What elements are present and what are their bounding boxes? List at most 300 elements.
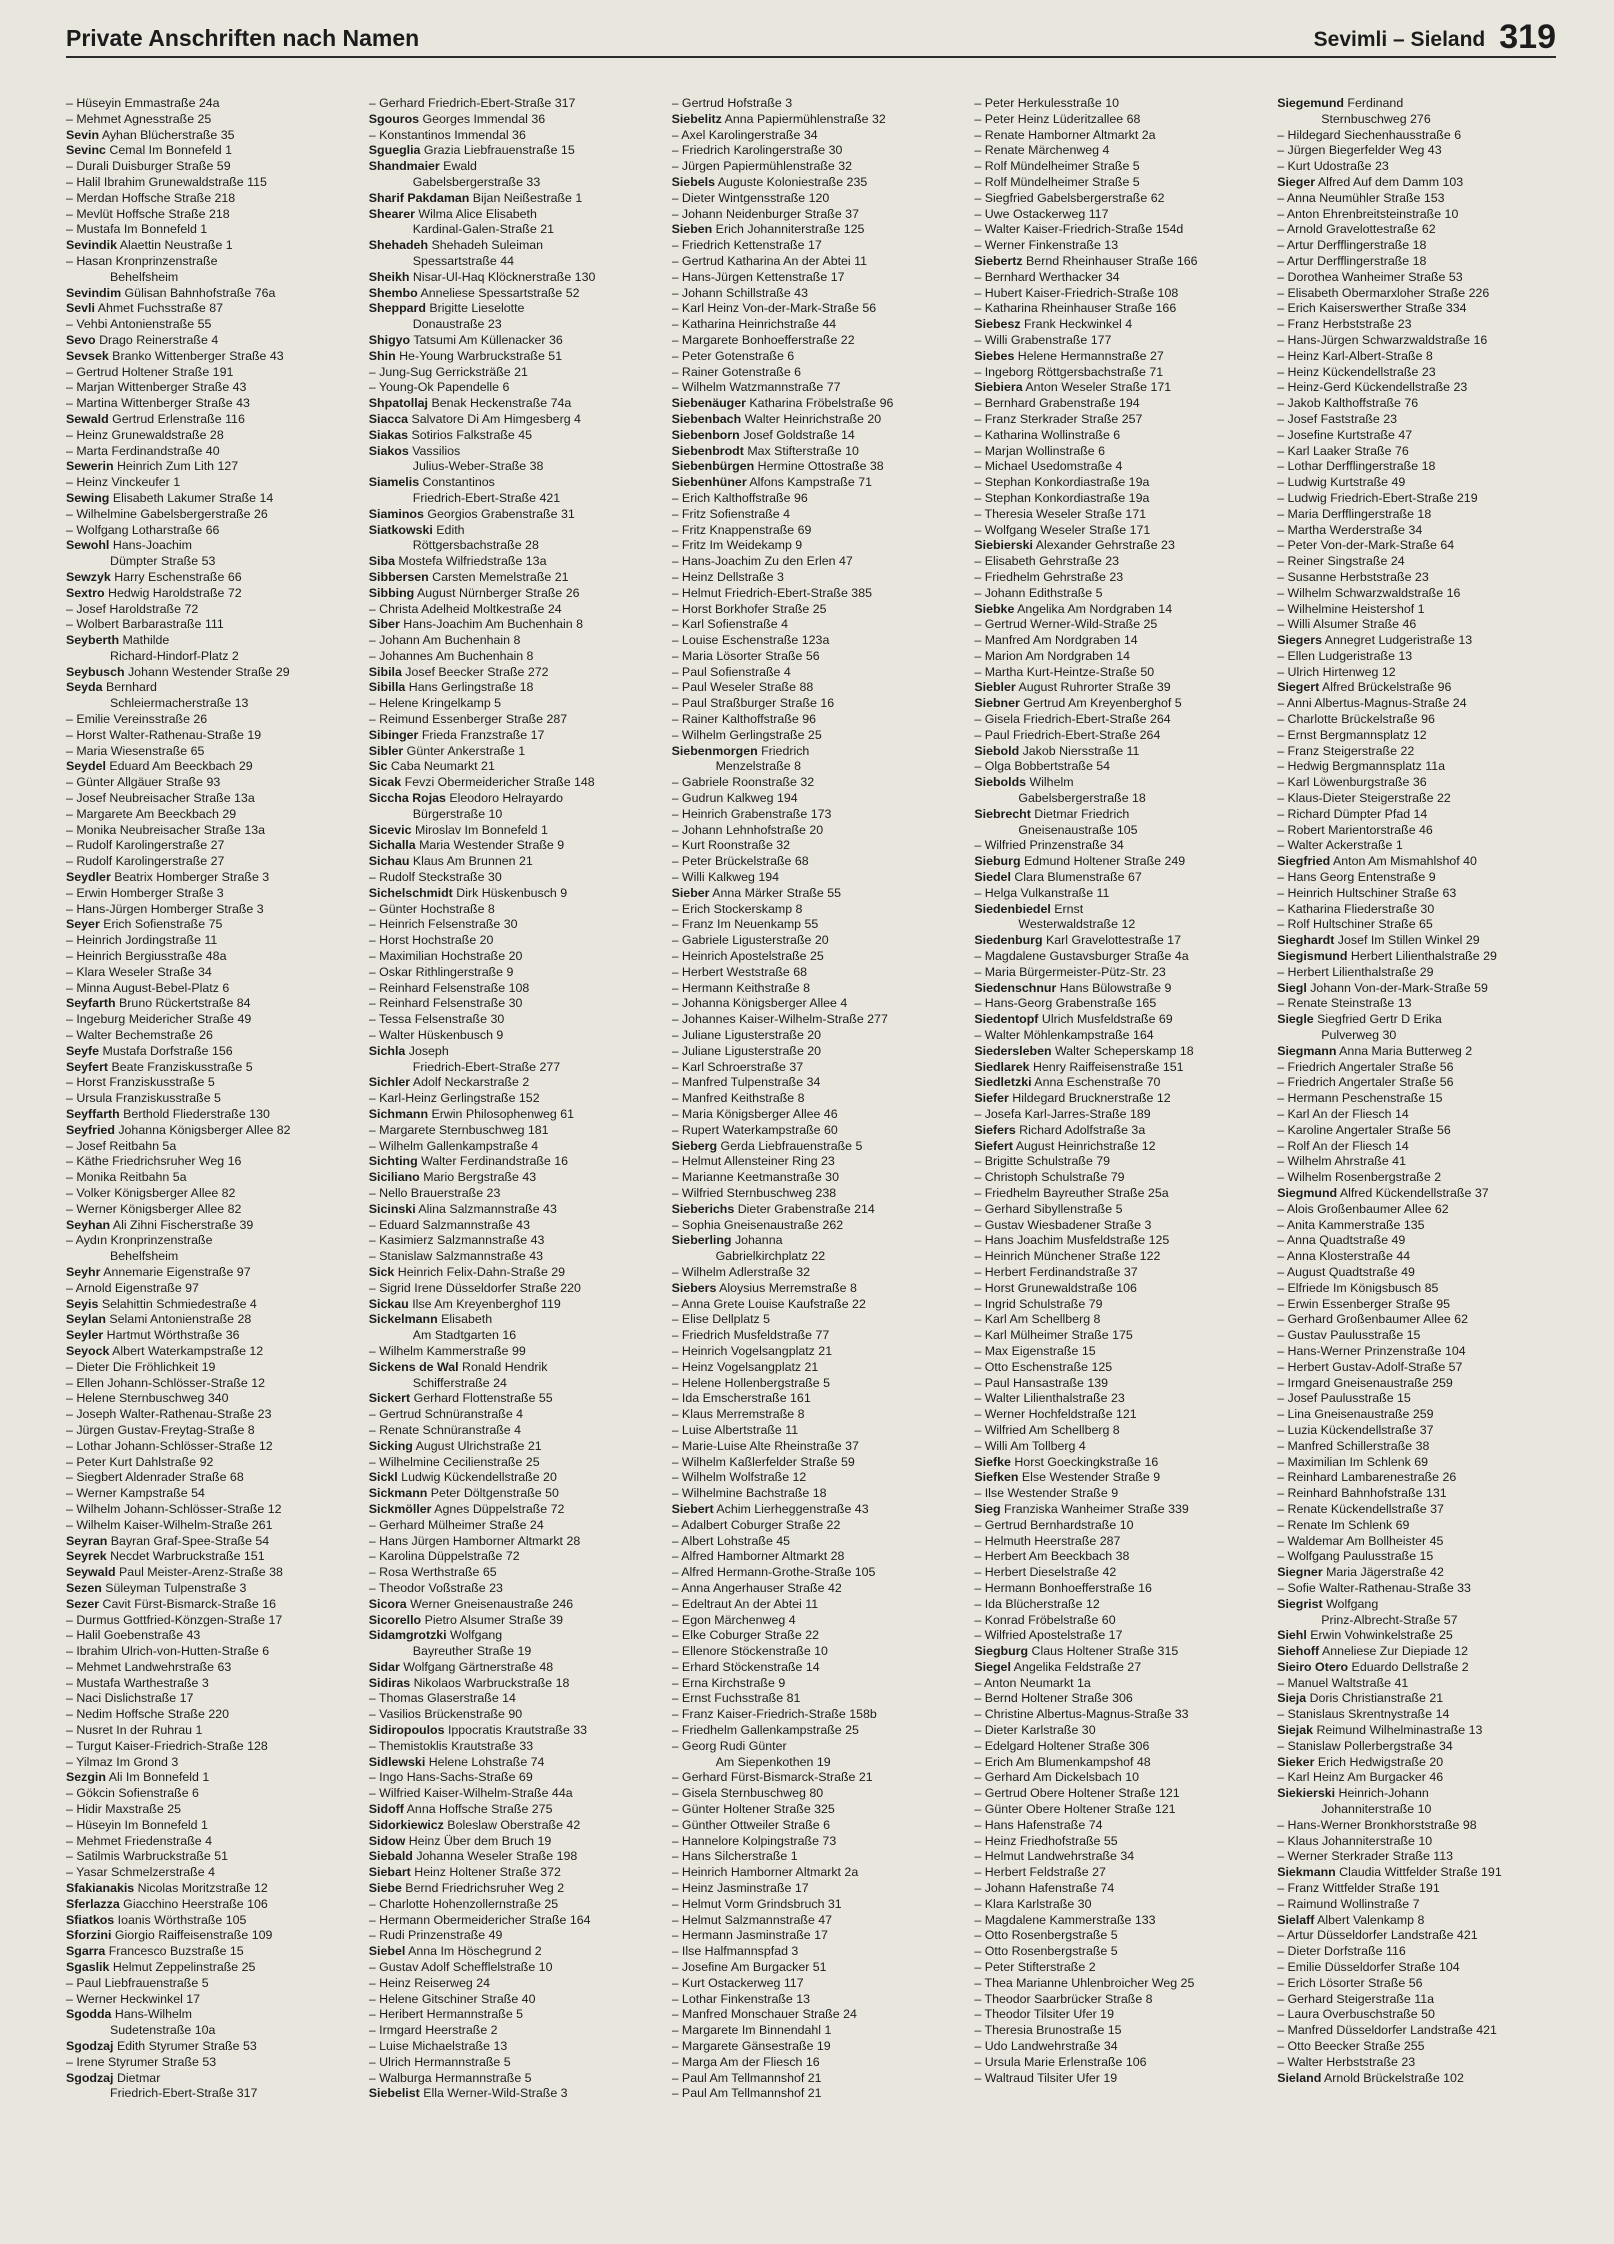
directory-entry: – Klara Karlstraße 30 [974, 1896, 1092, 1911]
directory-entry: – Udo Landwehrstraße 34 [974, 2039, 1118, 2054]
directory-entry: – Wolfgang Paulusstraße 15 [1277, 1549, 1434, 1564]
directory-entry: Siebiera Anton Weseler Straße 171 [974, 380, 1172, 395]
surname: Siefke [974, 1454, 1011, 1469]
surname: Siebrecht [974, 806, 1031, 821]
directory-entry: Sibbersen Carsten Memelstraße 21 [368, 569, 569, 584]
directory-entry: – Jürgen Papiermühlenstraße 32 [671, 159, 853, 174]
directory-entry: – Wilfried Apostelstraße 17 [974, 1628, 1123, 1643]
directory-entry: – Theodor Voßstraße 23 [368, 1580, 503, 1595]
directory-entry: – Albert Lohstraße 45 [671, 1533, 791, 1548]
directory-entry: Siamelis Constantinos [368, 475, 495, 490]
surname: Shpatollaj [368, 396, 429, 411]
directory-entry: – Katharina Rheinhauser Straße 166 [974, 301, 1177, 316]
directory-entry: – Heinrich Vogelsangplatz 21 [671, 1343, 833, 1358]
directory-entry: – Marjan Wollinstraße 6 [974, 443, 1106, 458]
surname: Siebold [974, 743, 1020, 758]
directory-entry: Siejak Reimund Wilhelminastraße 13 [1277, 1723, 1483, 1738]
directory-entry: Seyfarth Bruno Rückertstraße 84 [66, 996, 251, 1011]
directory-entry: – Gerhard Großenbaumer Allee 62 [1277, 1312, 1468, 1327]
directory-entry: – Heinz Friedhofstraße 55 [974, 1833, 1118, 1848]
directory-entry: – Wilhelm Schwarzwaldstraße 16 [1277, 585, 1461, 600]
directory-entry: – Michael Usedomstraße 4 [974, 459, 1123, 474]
directory-entry: Sidiras Nikolaos Warbruckstraße 18 [368, 1675, 570, 1690]
directory-entry: Siebold Jakob Niersstraße 11 [974, 743, 1140, 758]
directory-entry: – Peter Stifterstraße 2 [974, 1960, 1096, 1975]
directory-entry: Sickau Ilse Am Kreyenberghof 119 [368, 1296, 561, 1311]
directory-entry: – Juliane Ligusterstraße 20 [671, 1043, 822, 1058]
directory-entry: – Mehmet Friedenstraße 4 [66, 1833, 212, 1848]
directory-entry: – Konstantinos Immendal 36 [368, 127, 526, 142]
surname: Sieland [1277, 2070, 1322, 2085]
directory-entry: – Lothar Finkenstraße 13 [671, 1991, 811, 2006]
directory-entry: Siebenborn Josef Goldstraße 14 [671, 427, 855, 442]
directory-entry: Sheppard Brigitte Lieselotte [368, 301, 525, 316]
directory-entry: – Theresia Weseler Straße 171 [974, 506, 1147, 521]
directory-entry: – Ilse Halfmannspfad 3 [671, 1944, 799, 1959]
directory-entry: Seydler Beatrix Homberger Straße 3 [66, 870, 270, 885]
surname: Seywald [66, 1565, 116, 1580]
directory-entry: – Käthe Friedrichsruher Weg 16 [66, 1154, 242, 1169]
directory-entry: Siegrist Wolfgang [1277, 1596, 1379, 1611]
directory-entry: Sevinc Cemal Im Bonnefeld 1 [66, 143, 232, 158]
directory-entry: Siegel Angelika Feldstraße 27 [974, 1659, 1142, 1674]
directory-entry: – Paul Sofienstraße 4 [671, 664, 791, 679]
directory-entry: – Hans-Joachim Zu den Erlen 47 [671, 554, 853, 569]
directory-entry: – Arnold Eigenstraße 97 [66, 1280, 199, 1295]
directory-entry: – Johann Lehnhofstraße 20 [671, 822, 824, 837]
directory-entry: – Martha Werderstraße 34 [1277, 522, 1423, 537]
directory-entry: – Emilie Vereinsstraße 26 [66, 712, 208, 727]
directory-entry: – Heinrich Jordingstraße 11 [66, 933, 218, 948]
directory-entry: – Friedrich Angertaler Straße 56 [1277, 1059, 1454, 1074]
directory-entry: – Hedwig Bergmannsplatz 11a [1277, 759, 1446, 774]
directory-entry: – Jürgen Gustav-Freytag-Straße 8 [66, 1422, 255, 1437]
directory-entry: – Mevlüt Hoffsche Straße 218 [66, 206, 230, 221]
directory-entry: – Horst Grunewaldstraße 106 [974, 1280, 1137, 1295]
directory-entry: – Wilhelm Johann-Schlösser-Straße 12 [66, 1501, 282, 1516]
directory-entry: – Brigitte Schulstraße 79 [974, 1154, 1111, 1169]
directory-entry: – Anita Kammerstraße 135 [1277, 1217, 1425, 1232]
surname: Siefers [974, 1122, 1016, 1137]
directory-entry: – Rolf Mündelheimer Straße 5 [974, 159, 1140, 174]
directory-entry: Seyffarth Berthold Fliederstraße 130 [66, 1107, 270, 1121]
directory-entry: – Johann Hafenstraße 74 [974, 1881, 1115, 1896]
surname: Sheikh [368, 269, 410, 284]
directory-entry: – Konrad Fröbelstraße 60 [974, 1612, 1116, 1627]
directory-entry: – Erich Stockerskamp 8 [671, 901, 803, 916]
directory-entry: – Juliane Ligusterstraße 20 [671, 1028, 822, 1043]
directory-entry: Sickert Gerhard Flottenstraße 55 [368, 1391, 553, 1406]
directory-entry: – Anton Ehrenbreitsteinstraße 10 [1277, 206, 1459, 221]
directory-entry: – Minna August-Bebel-Platz 6 [66, 980, 230, 995]
directory-entry: – Willi Kalkweg 194 [671, 870, 780, 885]
directory-entry: – Hannelore Kolpingstraße 73 [671, 1833, 837, 1848]
directory-entry: – Manfred Keithstraße 8 [671, 1091, 805, 1106]
directory-entry: – Peter Heinz Lüderitzallee 68 [974, 111, 1141, 126]
directory-entry: – Walburga Hermannstraße 5 [368, 2070, 532, 2085]
directory-entry: – Paul Weseler Straße 88 [671, 680, 814, 695]
directory-entry: – Wilfried Sternbuschweg 238 [671, 1185, 837, 1200]
directory-entry: – Wilhelmine Cecilienstraße 25 [368, 1454, 540, 1469]
directory-entry: Sgodda Hans-Wilhelm [66, 2007, 192, 2022]
directory-entry: – Anton Neumarkt 1a [974, 1675, 1091, 1690]
directory-entry: – Lothar Johann-Schlösser-Straße 12 [66, 1438, 273, 1453]
directory-entry: – Gökcin Sofienstraße 6 [66, 1786, 199, 1801]
surname: Sewald [66, 411, 109, 426]
directory-entry: – Heinz-Gerd Kückendellstraße 23 [1277, 380, 1468, 395]
directory-entry: Sickl Ludwig Kückendellstraße 20 [368, 1470, 557, 1485]
directory-entry: Sidow Heinz Über dem Bruch 19 [368, 1833, 552, 1848]
surname: Sickmöller [368, 1501, 432, 1516]
directory-entry: – Johanna Königsberger Allee 4 [671, 996, 848, 1011]
directory-entry: – Charlotte Brückelstraße 96 [1277, 712, 1435, 727]
directory-entry: – Renate Im Schlenk 69 [1277, 1517, 1410, 1532]
directory-entry: – Paul Hansastraße 139 [974, 1375, 1109, 1390]
directory-entry: – Reinhard Bahnhofstraße 131 [1277, 1486, 1447, 1501]
directory-entry: Siebe Bernd Friedrichsruher Weg 2 [368, 1881, 565, 1896]
directory-entry: – Manfred Schillerstraße 38 [1277, 1438, 1430, 1453]
directory-entry: Sgouros Georges Immendal 36 [368, 111, 546, 126]
directory-entry: Siacca Salvatore Di Am Himgesberg 4 [368, 411, 581, 426]
surname: Sfiatkos [66, 1912, 115, 1927]
directory-entry: – Adalbert Coburger Straße 22 [671, 1517, 841, 1532]
surname: Sickelmann [368, 1312, 438, 1327]
directory-entry: – Hans-Jürgen Schwarzwaldstraße 16 [1277, 332, 1488, 347]
surname: Sibbing [368, 585, 415, 600]
directory-entry: Sieg Franziska Wanheimer Straße 339 [974, 1501, 1189, 1516]
directory-entry-continuation: Schleiermacherstraße 13 [110, 696, 249, 711]
directory-entry: Sezgin Ali Im Bonnefeld 1 [66, 1770, 210, 1785]
directory-entry: Siebenhüner Alfons Kampstraße 71 [671, 475, 872, 490]
directory-entry: – Margarete Im Binnendahl 1 [671, 2023, 832, 2038]
directory-entry: – Helene Kringelkamp 5 [368, 696, 502, 711]
directory-entry: – Robert Marientorstraße 46 [1277, 822, 1433, 837]
directory-entry: – Maximilian Im Schlenk 69 [1277, 1454, 1428, 1469]
directory-entry: – Emilie Düsseldorfer Straße 104 [1277, 1960, 1460, 1975]
surname: Siedenschnur [974, 980, 1057, 995]
directory-entry: – Walter Kaiser-Friedrich-Straße 154d [974, 222, 1184, 237]
directory-entry: – Erwin Essenberger Straße 95 [1277, 1296, 1451, 1311]
directory-entry: Siegmann Anna Maria Butterweg 2 [1277, 1043, 1473, 1058]
directory-entry: – Margarete Am Beeckbach 29 [66, 806, 237, 821]
directory-entry: – Renate Steinstraße 13 [1277, 996, 1412, 1011]
directory-entry: Sichelschmidt Dirk Hüskenbusch 9 [368, 885, 568, 900]
directory-entry: – Volker Königsberger Allee 82 [66, 1185, 236, 1200]
directory-entry: Sidamgrotzki Wolfgang [368, 1628, 503, 1643]
surname: Sgodzaj [66, 2070, 114, 2085]
directory-entry: Sgaslik Helmut Zeppelinstraße 25 [66, 1960, 256, 1975]
surname: Seyffarth [66, 1107, 120, 1121]
directory-entry: – Anna Quadtstraße 49 [1277, 1233, 1406, 1248]
directory-entry: – Otto Rosenbergstraße 5 [974, 1944, 1118, 1959]
directory-entry: – Monika Reitbahn 5a [66, 1170, 187, 1185]
directory-entry: Siebert Achim Lierheggenstraße 43 [671, 1501, 869, 1516]
directory-entry: – Erhard Stöckenstraße 14 [671, 1659, 820, 1674]
directory-entry: – Ida Blücherstraße 12 [974, 1596, 1100, 1611]
directory-entry: – Maria Lösorter Straße 56 [671, 648, 820, 663]
directory-entry: – Ludwig Friedrich-Ebert-Straße 219 [1277, 490, 1478, 505]
directory-entry: – Gustav Wiesbadener Straße 3 [974, 1217, 1152, 1232]
surname: Sick [368, 1264, 395, 1279]
directory-entry-continuation: Spessartstraße 44 [412, 253, 515, 268]
surname: Sheppard [368, 301, 426, 316]
directory-entry: Sforzini Giorgio Raiffeisenstraße 109 [66, 1928, 273, 1943]
directory-entry: – Klara Weseler Straße 34 [66, 964, 212, 979]
surname: Seyrek [66, 1549, 107, 1564]
surname: Sidlewski [368, 1754, 426, 1769]
directory-entry: Siegl Johann Von-der-Mark-Straße 59 [1277, 980, 1488, 995]
directory-entry: – Kurt Ostackerweg 117 [671, 1975, 804, 1990]
directory-entry: Siebesz Frank Heckwinkel 4 [974, 317, 1133, 332]
directory-entry: – Friedhelm Gallenkampstraße 25 [671, 1723, 859, 1738]
directory-entry: – Sigrid Irene Düsseldorfer Straße 220 [368, 1280, 581, 1295]
directory-entry: – Heinrich Grabenstraße 173 [671, 806, 832, 821]
directory-entry: – Joseph Walter-Rathenau-Straße 23 [66, 1407, 272, 1422]
surname: Siegel [974, 1659, 1011, 1674]
directory-entry: Siebelitz Anna Papiermühlenstraße 32 [671, 111, 886, 126]
directory-entry: Siebrecht Dietmar Friedrich [974, 806, 1130, 821]
directory-entry: Siegmund Alfred Kückendellstraße 37 [1277, 1185, 1489, 1200]
directory-entry: Sickelmann Elisabeth [368, 1312, 493, 1327]
surname: Sieiro Otero [1277, 1659, 1349, 1674]
surname: Sevindim [66, 285, 122, 300]
directory-entry: – Aydın Kronprinzenstraße [66, 1233, 213, 1248]
directory-entry-continuation: Richard-Hindorf-Platz 2 [110, 648, 239, 663]
surname: Sichelschmidt [368, 885, 453, 900]
surname: Seyhr [66, 1264, 101, 1279]
directory-entry: – Gertrud Obere Holtener Straße 121 [974, 1786, 1180, 1801]
surname: Sichau [368, 854, 410, 869]
directory-entry: Sidar Wolfgang Gärtnerstraße 48 [368, 1659, 554, 1674]
directory-entry: – Friedrich Musfeldstraße 77 [671, 1328, 830, 1343]
surname: Siegers [1277, 633, 1322, 648]
directory-entry: Sevindik Alaettin Neustraße 1 [66, 238, 233, 253]
directory-entry: Shearer Wilma Alice Elisabeth [368, 206, 537, 221]
surname: Shearer [368, 206, 415, 221]
directory-entry: – Rolf An der Fliesch 14 [1277, 1138, 1409, 1153]
directory-entry: – Monika Neubreisacher Straße 13a [66, 822, 266, 837]
surname: Sibbersen [368, 569, 429, 584]
surname: Siekmann [1277, 1865, 1336, 1880]
surname: Sgueglia [368, 143, 421, 158]
directory-entry: – Ulrich Hirtenweg 12 [1277, 664, 1396, 679]
directory-entry: – Siegfried Gabelsbergerstraße 62 [974, 190, 1165, 205]
surname: Sidoff [368, 1802, 404, 1817]
directory-entry: Seyhr Annemarie Eigenstraße 97 [66, 1264, 251, 1279]
directory-entry: – Gertrud Hofstraße 3 [671, 96, 793, 110]
directory-entry: – Rudolf Karolingerstraße 27 [66, 854, 225, 869]
directory-entry: – Karl An der Fliesch 14 [1277, 1107, 1409, 1121]
directory-entry: – Josef Haroldstraße 72 [66, 601, 199, 616]
directory-entry: – Paul Straßburger Straße 16 [671, 696, 835, 711]
directory-entry: – Hans-Werner Prinzenstraße 104 [1277, 1343, 1466, 1358]
directory-entry: – Renate Märchenweg 4 [974, 143, 1110, 158]
directory-entry: Seydel Eduard Am Beeckbach 29 [66, 759, 253, 774]
directory-entry: – Lina Gneisenaustraße 259 [1277, 1407, 1434, 1422]
directory-entry: – Peter Von-der-Mark-Straße 64 [1277, 538, 1455, 553]
directory-entry-continuation: Bayreuther Straße 19 [412, 1644, 532, 1659]
directory-entry: – Wilhelmine Heistershof 1 [1277, 601, 1425, 616]
directory-entry: – Elfriede Im Königsbusch 85 [1277, 1280, 1439, 1295]
directory-entry: – Manfred Düsseldorfer Landstraße 421 [1277, 2023, 1497, 2038]
directory-entry: Sfakianakis Nicolas Moritzstraße 12 [66, 1881, 268, 1896]
directory-entry: – Olga Bobbertstraße 54 [974, 759, 1111, 774]
directory-entry: – Durali Duisburger Straße 59 [66, 159, 231, 174]
directory-entry: – Peter Herkulesstraße 10 [974, 96, 1120, 110]
directory-entry: – Young-Ok Papendelle 6 [368, 380, 510, 395]
directory-entry: – Werner Sterkrader Straße 113 [1277, 1849, 1454, 1864]
directory-entry: Seywald Paul Meister-Arenz-Straße 38 [66, 1565, 283, 1580]
directory-entry: Siedel Clara Blumenstraße 67 [974, 870, 1142, 885]
directory-entry: – August Quadtstraße 49 [1277, 1264, 1415, 1279]
directory-entry: – Kurt Udostraße 23 [1277, 159, 1389, 174]
directory-entry: – Christoph Schulstraße 79 [974, 1170, 1125, 1185]
directory-entry: – Ernst Fuchsstraße 81 [671, 1691, 801, 1706]
surname: Seyhan [66, 1217, 111, 1232]
directory-entry-continuation: Gneisenaustraße 105 [1018, 822, 1138, 837]
surname: Sichmann [368, 1107, 429, 1121]
surname: Sieberling [671, 1233, 732, 1248]
directory-entry-continuation: Prinz-Albrecht-Straße 57 [1321, 1612, 1458, 1627]
directory-entry: – Heinz Vogelsangplatz 21 [671, 1359, 819, 1374]
directory-entry: – Stephan Konkordiastraße 19a [974, 475, 1150, 490]
directory-entry: – Peter Brückelstraße 68 [671, 854, 809, 869]
directory-entry: – Katharina Wollinstraße 6 [974, 427, 1121, 442]
directory-entry: – Herbert Gustav-Adolf-Straße 57 [1277, 1359, 1463, 1374]
directory-entry: Sidiropoulos Ippocratis Krautstraße 33 [368, 1723, 588, 1738]
surname: Sicevic [368, 822, 412, 837]
directory-entry: – Halil Goebenstraße 43 [66, 1628, 201, 1643]
directory-entry: Siegemund Ferdinand [1277, 96, 1404, 110]
directory-entry: Seyran Bayran Graf-Spee-Straße 54 [66, 1533, 270, 1548]
directory-entry-continuation: Behelfsheim [110, 1249, 179, 1264]
directory-entry: Sibilla Hans Gerlingstraße 18 [368, 680, 534, 695]
column-5 [1277, 96, 1556, 2226]
directory-entry: Siedentopf Ulrich Musfeldstraße 69 [974, 1012, 1173, 1027]
directory-entry: – Georg Rudi Günter [671, 1738, 787, 1753]
directory-entry: Sibler Günter Ankerstraße 1 [368, 743, 526, 758]
surname: Sgodzaj [66, 2039, 114, 2054]
directory-entry: – Helmut Vorm Grindsbruch 31 [671, 1896, 842, 1911]
directory-entry: – Horst Walter-Rathenau-Straße 19 [66, 727, 262, 742]
surname: Siaminos [368, 506, 424, 521]
directory-entry: Sieburg Edmund Holtener Straße 249 [974, 854, 1186, 869]
directory-entry: Siebner Gertrud Am Kreyenberghof 5 [974, 696, 1182, 711]
directory-entry: – Herbert Lilienthalstraße 29 [1277, 964, 1434, 979]
directory-entry: – Willi Alsumer Straße 46 [1277, 617, 1417, 632]
directory-entry: – Heinz Kückendellstraße 23 [1277, 364, 1436, 379]
directory-entry: – Hans Jürgen Hamborner Altmarkt 28 [368, 1533, 581, 1548]
directory-entry: – Walter Herbststraße 23 [1277, 2054, 1416, 2069]
directory-entry: – Rudi Prinzenstraße 49 [368, 1928, 503, 1943]
directory-entry: Sichmann Erwin Philosophenweg 61 [368, 1107, 575, 1121]
directory-entry-continuation: Julius-Weber-Straße 38 [412, 459, 544, 474]
directory-entry: – Luise Michaelstraße 13 [368, 2039, 508, 2054]
directory-entry: Sidorkiewicz Boleslaw Oberstraße 42 [368, 1817, 581, 1832]
directory-entry: – Elise Dellplatz 5 [671, 1312, 771, 1327]
directory-entry: Seylan Selami Antonienstraße 28 [66, 1312, 252, 1327]
directory-entry: Sewerin Heinrich Zum Lith 127 [66, 459, 239, 474]
page-header-right [1314, 20, 1556, 56]
directory-entry: – Reimund Essenberger Straße 287 [368, 712, 568, 727]
directory-entry: – Irene Styrumer Straße 53 [66, 2054, 217, 2069]
directory-entry: – Vehbi Antonienstraße 55 [66, 317, 212, 332]
directory-entry: – Richard Dümpter Pfad 14 [1277, 806, 1428, 821]
directory-entry: Siehl Erwin Vohwinkelstraße 25 [1277, 1628, 1453, 1643]
directory-entry: – Nedim Hoffsche Straße 220 [66, 1707, 229, 1722]
directory-entry: – Wilfried Prinzenstraße 34 [974, 838, 1124, 853]
directory-entry: – Johannes Kaiser-Wilhelm-Straße 277 [671, 1012, 888, 1027]
surname: Sezer [66, 1596, 100, 1611]
directory-entry: – Maximilian Hochstraße 20 [368, 949, 523, 964]
directory-entry: Siebenbach Walter Heinrichstraße 20 [671, 411, 882, 426]
directory-entry-continuation: Johanniterstraße 10 [1321, 1802, 1432, 1817]
directory-entry: Sieker Erich Hedwigstraße 20 [1277, 1754, 1444, 1769]
surname: Sieg [974, 1501, 1001, 1516]
directory-entry: – Gerhard Sibyllenstraße 5 [974, 1201, 1123, 1216]
directory-entry: – Dorothea Wanheimer Straße 53 [1277, 269, 1463, 284]
surname: Seylan [66, 1312, 106, 1327]
surname: Siedenburg [974, 933, 1043, 948]
directory-entry: – Herbert Ferdinandstraße 37 [974, 1264, 1138, 1279]
surname: Sielaff [1277, 1912, 1315, 1927]
surname: Sidamgrotzki [368, 1628, 447, 1643]
directory-entry: – Irmgard Heerstraße 2 [368, 2023, 498, 2038]
directory-entry: – Maria Wiesenstraße 65 [66, 743, 205, 758]
directory-entry: – Raimund Wollinstraße 7 [1277, 1896, 1420, 1911]
surname: Sewzyk [66, 569, 111, 584]
directory-entry: – Theresia Brunostraße 15 [974, 2023, 1122, 2038]
surname: Sgouros [368, 111, 420, 126]
directory-entry: – Stanislaus Skrentnystraße 14 [1277, 1707, 1450, 1722]
directory-entry: – Sophia Gneisenaustraße 262 [671, 1217, 844, 1232]
surname: Siegfried [1277, 854, 1331, 869]
surname: Sextro [66, 585, 105, 600]
directory-entry: Seyer Erich Sofienstraße 75 [66, 917, 223, 932]
directory-entry: – Klaus Johanniterstraße 10 [1277, 1833, 1433, 1848]
directory-entry: – Franz Kaiser-Friedrich-Straße 158b [671, 1707, 877, 1722]
directory-entry: Sieber Anna Märker Straße 55 [671, 885, 842, 900]
directory-entry-continuation: Dümpter Straße 53 [110, 554, 216, 569]
directory-entry: – Hans-Jürgen Kettenstraße 17 [671, 269, 845, 284]
directory-entry: – Rainer Gotenstraße 6 [671, 364, 802, 379]
surname: Sieberg [671, 1138, 718, 1153]
surname: Sewohl [66, 538, 110, 553]
directory-entry: – Christine Albertus-Magnus-Straße 33 [974, 1707, 1189, 1722]
directory-entry: – Gertrud Werner-Wild-Straße 25 [974, 617, 1158, 632]
surname: Siegmann [1277, 1043, 1337, 1058]
directory-entry: – Edelgard Holtener Straße 306 [974, 1738, 1150, 1753]
directory-entry: – Arnold Gravelottestraße 62 [1277, 222, 1436, 237]
directory-entry: Siefers Richard Adolfstraße 3a [974, 1122, 1146, 1137]
directory-entry: Sibinger Frieda Franzstraße 17 [368, 727, 545, 742]
directory-entry: – Ida Emscherstraße 161 [671, 1391, 811, 1406]
surname: Sgodda [66, 2007, 112, 2022]
directory-entry: – Ellenore Stöckenstraße 10 [671, 1644, 828, 1659]
surname: Siebner [974, 696, 1020, 711]
directory-entry: Shigyo Tatsumi Am Küllenacker 36 [368, 332, 563, 347]
directory-entry: – Alfred Hermann-Grothe-Straße 105 [671, 1565, 876, 1580]
directory-entry: Seyhan Ali Zihni Fischerstraße 39 [66, 1217, 254, 1232]
directory-entry: – Sofie Walter-Rathenau-Straße 33 [1277, 1580, 1471, 1595]
surname: Sichla [368, 1043, 406, 1058]
directory-entry: – Friedhelm Bayreuther Straße 25a [974, 1185, 1169, 1200]
directory-entry: – Manfred Monschauer Straße 24 [671, 2007, 857, 2022]
directory-entry: – Gerhard Am Dickelsbach 10 [974, 1770, 1139, 1785]
surname: Siejak [1277, 1723, 1314, 1738]
directory-entry: – Wilhelm Kaiser-Wilhelm-Straße 261 [66, 1517, 273, 1532]
surname: Siacca [368, 411, 409, 426]
